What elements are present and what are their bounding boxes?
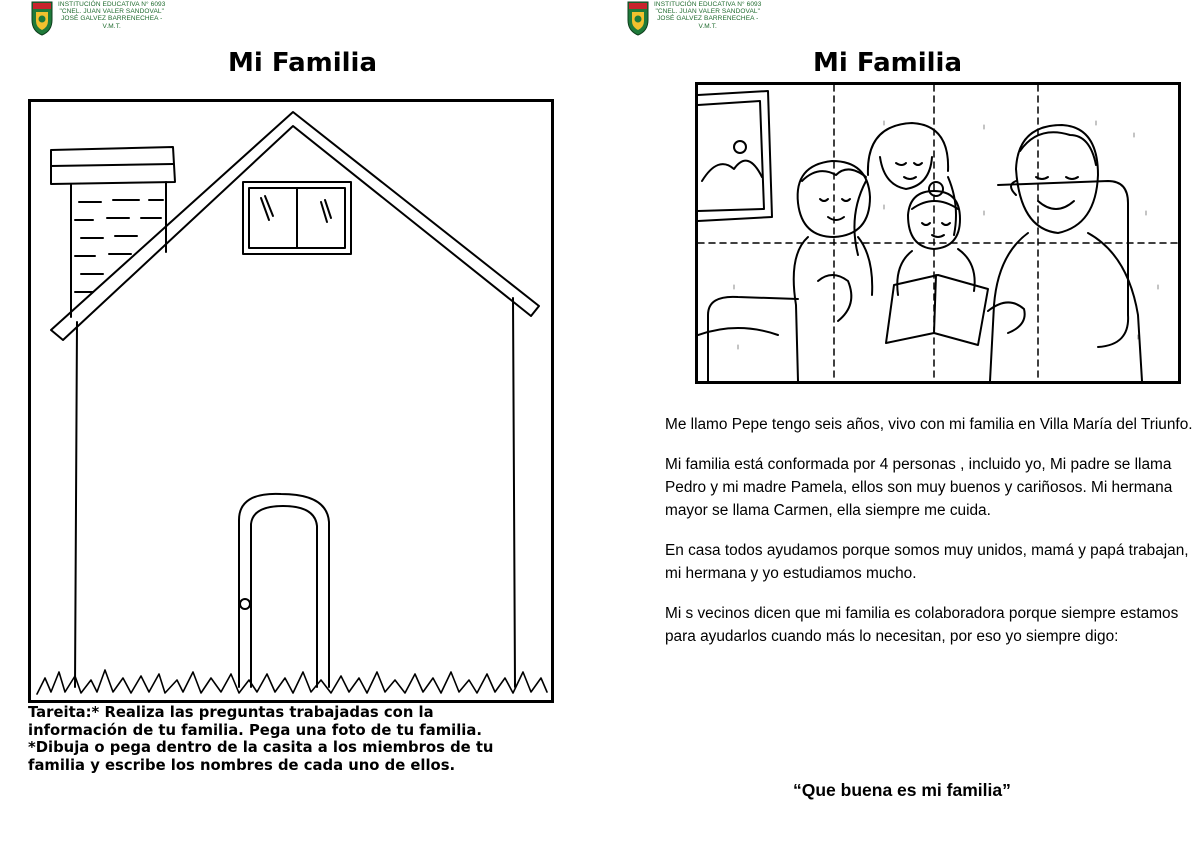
story-paragraph: Mi familia está conformada por 4 personas , incluido yo, Mi padre se llama Pedro y mi madre Pamela, ellos son muy buenos y cariñosos. Mi hermana mayor se llama Carmen, ella siempre me cuida. bbox=[665, 456, 1173, 519]
house-outline-illustration bbox=[31, 102, 551, 700]
house-drawing-frame bbox=[28, 99, 554, 703]
story-paragraph: Mi s vecinos dicen que mi familia es colaboradora porque siempre estamos para ayudarlos cuando más lo necesitan, por eso yo siempre digo: bbox=[665, 605, 1179, 645]
school-header bbox=[30, 0, 165, 36]
story-paragraph: Me llamo Pepe tengo seis años, vivo con mi familia en Villa María del Triunfo. bbox=[665, 416, 1193, 433]
instructions-line-1: Tareita:* Realiza las preguntas trabajadas con la bbox=[28, 704, 434, 721]
school-crest-icon bbox=[626, 0, 650, 36]
school-line-1: INSTITUCIÓN EDUCATIVA N° 6093 bbox=[58, 1, 166, 8]
family-story bbox=[665, 413, 1195, 665]
family-picture-frame bbox=[695, 82, 1181, 384]
page-title: Mi Familia bbox=[228, 48, 377, 78]
school-line-4: V.M.T. bbox=[698, 22, 717, 30]
family-quote: “Que buena es mi familia” bbox=[793, 780, 1011, 800]
homework-instructions bbox=[28, 704, 588, 774]
school-header bbox=[626, 0, 761, 36]
school-line-2: "CNEL. JUAN VALER SANDOVAL" bbox=[59, 8, 165, 16]
school-line-1: INSTITUCIÓN EDUCATIVA N° 6093 bbox=[654, 1, 762, 8]
school-name bbox=[58, 1, 165, 30]
school-name bbox=[654, 1, 761, 30]
instructions-line-3: *Dibuja o pega dentro de la casita a los miembros de tu bbox=[28, 739, 494, 756]
school-line-2: "CNEL. JUAN VALER SANDOVAL" bbox=[655, 8, 761, 16]
instructions-line-4: familia y escribe los nombres de cada uno de ellos. bbox=[28, 756, 456, 774]
school-line-3: JOSÉ GALVEZ BARRENECHEA - bbox=[657, 15, 759, 23]
school-crest-icon bbox=[30, 0, 54, 36]
family-reading-illustration bbox=[698, 85, 1178, 381]
school-line-3: JOSÉ GALVEZ BARRENECHEA - bbox=[61, 15, 163, 23]
right-page bbox=[600, 0, 1200, 849]
story-paragraph: En casa todos ayudamos porque somos muy unidos, mamá y papá trabajan, mi hermana y yo estudiamos mucho. bbox=[665, 542, 1189, 582]
school-line-4: V.M.T. bbox=[102, 22, 121, 30]
instructions-line-2: información de tu familia. Pega una foto de tu familia. bbox=[28, 721, 482, 739]
page-title: Mi Familia bbox=[813, 48, 962, 78]
